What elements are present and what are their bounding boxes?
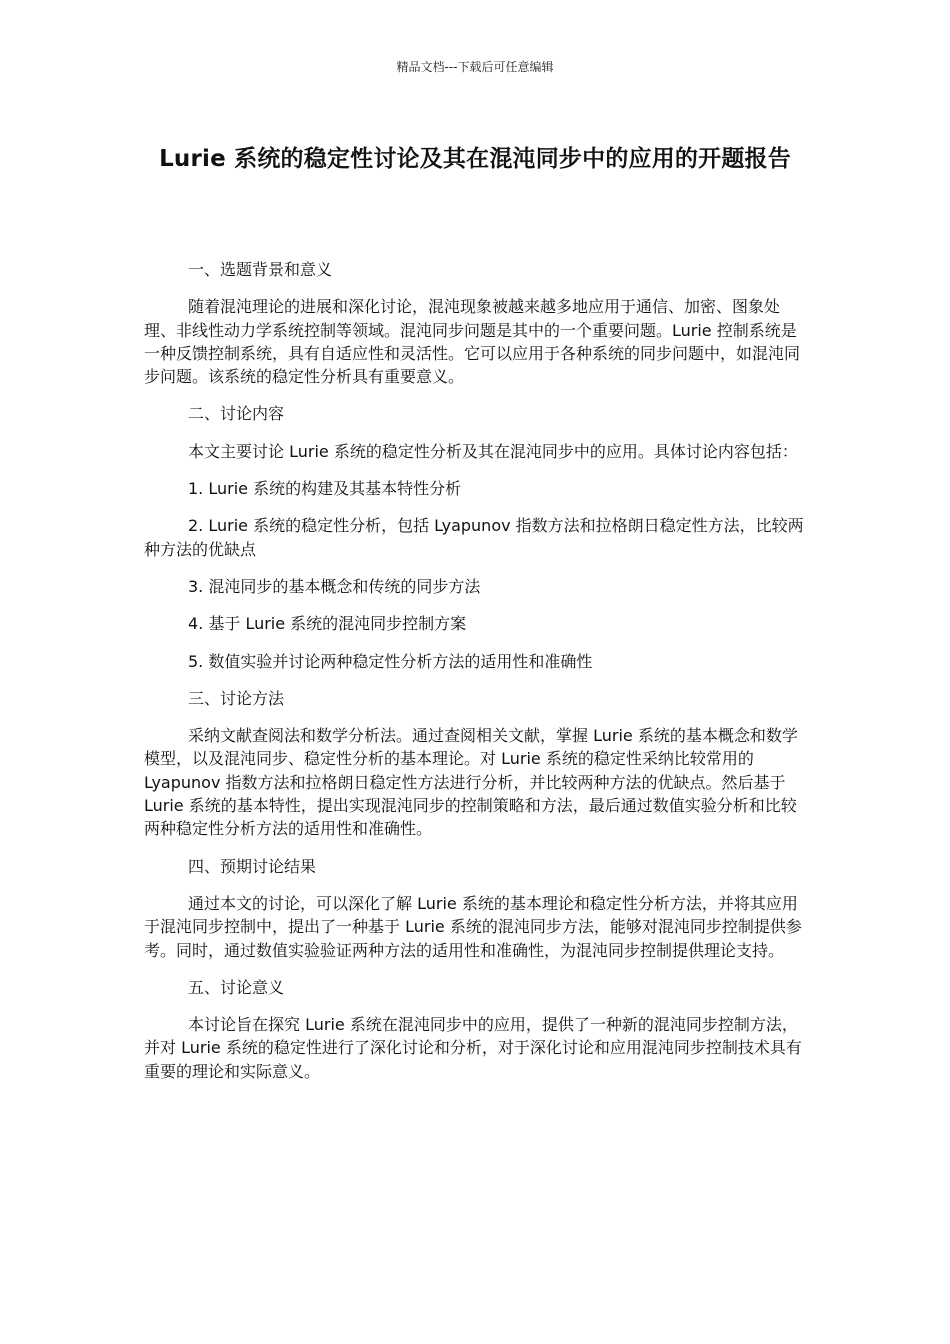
body-paragraph: 采纳文献查阅法和数学分析法。通过查阅相关文献，掌握 Lurie 系统的基本概念和数学模型，以及混沌同步、稳定性分析的基本理论。对 Lurie 系统的稳定性采纳比较常用的 Lyapunov 指数方法和拉格朗日稳定性方法进行分析，并比较两种方法的优缺点。然后基于 Lurie 系统的基本特性，提出实现混沌同步的控制策略和方法，最后通过数值实验分析和比较两种稳定性分析方法的适用性和准确性。: [144, 726, 798, 839]
section-heading: 五、讨论意义: [188, 977, 285, 997]
body-paragraph: 随着混沌理论的进展和深化讨论，混沌现象被越来越多地应用于通信、加密、图象处理、非线性动力学系统控制等领域。混沌同步问题是其中的一个重要问题。Lurie 控制系统是一种反馈控制系统，具有自适应性和灵活性。它可以应用于各种系统的同步问题中，如混沌同步问题。该系统的稳定性分析具有重要意义。: [144, 297, 801, 387]
section-heading: 三、讨论方法: [188, 688, 285, 708]
document-title: Lurie 系统的稳定性讨论及其在混沌同步中的应用的开题报告: [159, 146, 791, 172]
section-heading: 二、讨论内容: [188, 404, 285, 424]
list-item: 3. 混沌同步的基本概念和传统的同步方法: [188, 576, 481, 596]
body-paragraph: 本文主要讨论 Lurie 系统的稳定性分析及其在混沌同步中的应用。具体讨论内容包括：: [188, 441, 798, 461]
document-body: [144, 258, 806, 1097]
section-heading: 四、预期讨论结果: [188, 856, 317, 876]
list-item: 5. 数值实验并讨论两种稳定性分析方法的适用性和准确性: [188, 651, 593, 671]
header-note: 精品文档---下载后可任意编辑: [396, 60, 554, 74]
section-heading: 一、选题背景和意义: [188, 260, 333, 279]
body-paragraph: 本讨论旨在探究 Lurie 系统在混沌同步中的应用，提供了一种新的混沌同步控制方法，并对 Lurie 系统的稳定性进行了深化讨论和分析，对于深化讨论和应用混沌同步控制技术具有重要的理论和实际意义。: [144, 1015, 802, 1081]
list-item: 1. Lurie 系统的构建及其基本特性分析: [188, 479, 462, 499]
list-item: 2. Lurie 系统的稳定性分析，包括 Lyapunov 指数方法和拉格朗日稳定性方法，比较两种方法的优缺点: [144, 516, 804, 559]
body-paragraph: 通过本文的讨论，可以深化了解 Lurie 系统的基本理论和稳定性分析方法，并将其应用于混沌同步控制中，提出了一种基于 Lurie 系统的混沌同步方法，能够对混沌同步控制提供参考。同时，通过数值实验验证两种方法的适用性和准确性，为混沌同步控制提供理论支持。: [144, 893, 802, 960]
list-item: 4. 基于 Lurie 系统的混沌同步控制方案: [188, 614, 467, 634]
